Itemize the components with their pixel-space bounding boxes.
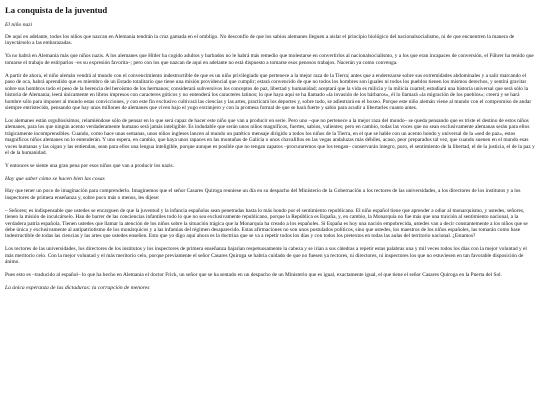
paragraph: Los rectores de las universidades, los directores de los institutos y los inspectores de primera enseñanza bajarían respetuosamente la cabeza y se irían a sus cátedras a repetir estas palabras una y mil veces todos los días con la mejor voluntad y el más meritorio celo. Con la mejor voluntad y el más meritorio celo, porque previamente el señor Casares Quiroga se habría cuidado de que no fuesen ya rectores, ni directores, ni inspectores los que no estuviesen en tan favorable disposición de ánimo. — [5, 246, 527, 266]
paragraph: Y entonces se siente una gran pena por esos niños que van a producir los nazis. — [5, 163, 174, 170]
paragraph: Los alemanes están orgullosísimos, relamiéndose sólo de pensar en lo que será capaz de hacer este niño que van a producir en serie. Pero uno –que no pertenece a la mejor raza del mundo– se queda pensando que es triste el destino de estos niños alemanes, para los que ningún acento verdaderamente humano será jamás inteligible. Es indudable que serán unos niños magníficos, fuertes, sabios, valientes; pero en cambio, todas las voces que no sean exclusivamente alemanas serán para ellos trágicamente incomprensibles. Cuando, como hace unas semanas, unos niños ingleses lancen al mundo un patético mensaje dirigido a todos los niños de la Tierra, en el que se hable con un acento hondo y universal de la «sed de paz», estos magníficos niños alemanes no lo entenderán. Y uno espera, en cambio, que haya unos rapaces en las montañas de Galicia o unos chavalillos en las vegas andaluzas más débiles, acaso, peor preparados tal vez, que cuando suenen en el mundo esas voces humanas y las oigan y las entiendan, sean para ellos una lengua inteligible, porque aunque es posible que no tengan zapatos –procuraremos que los tengan– conservarán íntegro, puro, el sentimiento de la libertad, el de la justicia, el de la paz y el de la humanidad. — [5, 118, 535, 157]
paragraph: De aquí en adelante, todos los niños que nazcan en Alemania tendrán la cruz gamada en el ombligo. No desconfío de que los sabios alemanes lleguen a aislar el principio biológico del nacionalsocialismo, ni de que encuentren la manera de inyectárselo a las embarazadas. — [5, 34, 515, 47]
paragraph: Ya no habrá en Alemania más que niños nazis. A los alemanes que Hitler ha cogido adultos y barbados no le habrá más remedio que molestarse en convertirlos al nacionalsocialismo, y a los que eran incapaces de conversión, el Führer ha tenido que tomarse el trabajo de estirparlos –es su expresión favorita–; pero con los que nazcan de aquí en adelante no está dispuesto a tomarse esos penosos trabajos. Nacerán ya como convenga. — [5, 53, 534, 66]
article-title: La conquista de la juventud — [5, 5, 108, 15]
section-esperanza-dictaduras — [5, 285, 535, 292]
paragraph: Hay que tener un poco de imaginación para comprenderlo. Imaginemos que el señor Casares Quiroga reuniese un día en su despacho del Ministerio de la Gobernación a los rectores de las universidades, a los directores de los institutos y a los inspectores de primera enseñanza y, sobre poco más o menos, les dijese: — [5, 188, 521, 201]
paragraph: – Señores; es indispensable que ustedes se encarguen de que la juventud y la infancia españolas sean penetradas hasta lo más hondo por el sentimiento republicano. El niño español tiene que aprender a odiar al monarquismo, y ustedes, señores, tienen la misión de inculcárselo. Han de barrer de las conciencias infantiles todo lo que no sea exclusivamente republicano, porque la República es España, y, en cambio, la Monarquía no fue más que una traición al sentimiento nacional, a la verdadera patria española. Tienen ustedes que llamar la atención de los niños sobre la situación trágica que la Monarquía ha creado a los españoles. Si España es hoy una nación empobrecida, ustedes van a decir constantemente a los niños que se debe única y exclusivamente al antipatriotismo de los monárquicos y a las infamias del régimen desaparecido. Estas afirmaciones no son unos postulados políticos, sino que ustedes, los maestros de los niños españoles, las tomarán como base indestructible de todas las ciencias y las artes que ustedes enseñen. Esto que yo digo aquí ahora es la doctrina que se va a repetir todos los días y con todos los pretextos en todas las aulas del territorio nacional. ¿Estamos? — [5, 207, 528, 240]
paragraph: A partir de ahora, el niño alemán vendrá al mundo con el convencimiento indestructible de que es un niño privilegiado que pertenece a la mejor raza de la Tierra; antes que a enderezarse sobre sus extremidades abdominales y a salir marcando el paso de oca, habrá aprendido que es miembro de un Estado totalitario que tiene una misión providencial que cumplir; estará convencido de que no todos los hombres son iguales ni todos los pueblos tienen los mismos derechos, y sentirá gravitar sobre sus hombros todo el peso de la herencia del heroísmo de los hermanos; considerará subversivos los conceptos de paz, libertad y humanidad; aceptará que la vida es milicia y la milicia cuartel; estudiará una historia universal que será sólo la historia de Alemania; leerá únicamente en libros impresos con caracteres góticos y no entenderá los caracteres latinos; lo que haya aquí se ha llamado «la invasión de los bárbaros», él lo llamará «la migración de los pueblos»; creerá y se hará hombre sólo para imponer al mundo estas convicciones, y con este fin exclusivo cultivará las ciencias y las artes, practicará los deportes y, sobre todo, se adiestrará en el boxeo. Porque este niño alemán viene al mundo con el compromiso de andar siempre entristecido, pensando que hay unos millones de alemanes que viven bajo el yugo extranjero y con la promesa formal de que se hará fuerte y sabio para acudir a libertarles cuanto antes. — [5, 72, 532, 112]
section-saber-hacer-cosas — [5, 176, 535, 278]
section-el-nino-nazi — [5, 22, 535, 170]
section-heading: La única esperanza de las dictaduras: la corrupción de menores — [5, 285, 150, 292]
paragraph: Pues esto es –traducido al español– lo que ha hecho en Alemania el doctor Frick, un señor que se ha sentado en un despacho de un Ministerio que es igual, exactamente igual, el que tiene el señor Casares Quiroga en la Puerta del Sol. — [5, 272, 502, 279]
section-heading: Hay que saber cómo se hacen bien las cosas — [5, 176, 105, 183]
section-heading: El niño nazi — [5, 22, 33, 28]
